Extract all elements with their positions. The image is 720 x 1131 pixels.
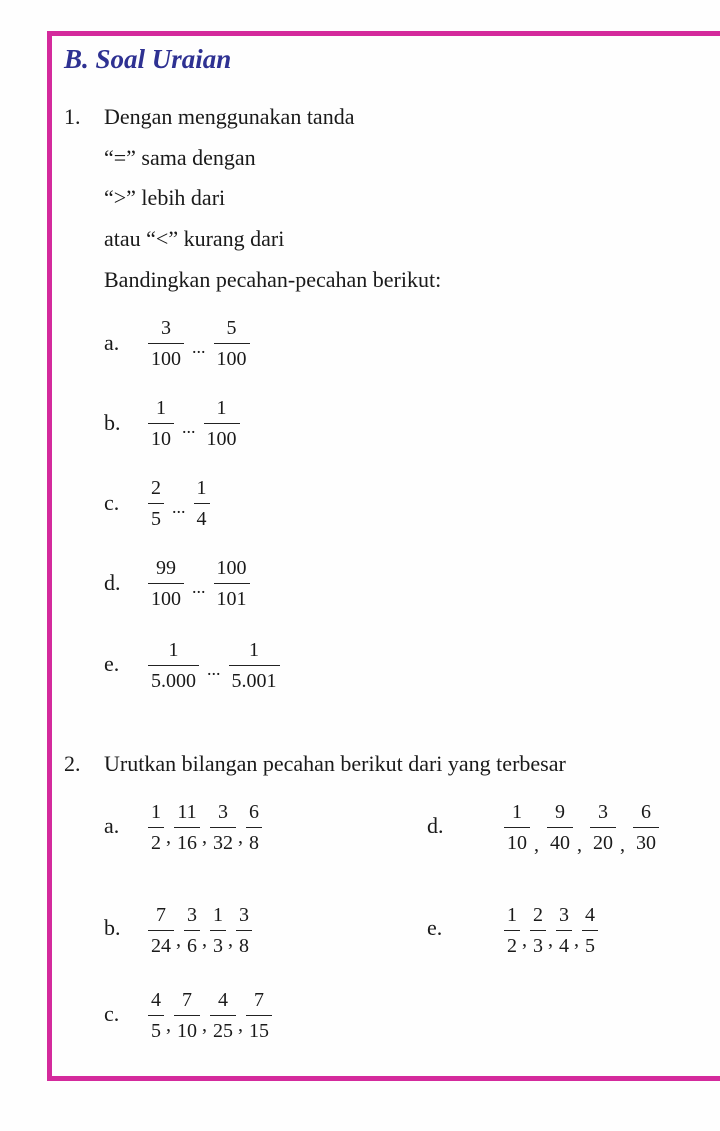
fraction: 4 5 [148,990,164,1041]
fraction: 100 101 [214,558,250,609]
fraction: 1 10 [504,802,530,853]
fraction: 7 24 [148,905,174,956]
q2-item-label: a. [104,813,120,838]
fraction: 1 2 [504,905,520,956]
q1-number: 1. [64,104,81,129]
q1-line-2: “=” sama dengan [104,145,256,170]
q2-number: 2. [64,751,81,776]
q1-line-1: Dengan menggunakan tanda [104,104,355,129]
fraction: 3 6 [184,905,200,956]
q2-item-label: c. [104,1001,120,1026]
fraction: 3 4 [556,905,572,956]
q2-item-e: 1 2 , 2 3 , 3 4 , 4 5 [502,905,600,956]
fraction: 5 100 [214,318,250,369]
q1-item-c: 2 5 ... 1 4 [146,478,212,529]
fraction: 1 5.000 [148,640,199,691]
q1-line-3: “>” lebih dari [104,185,226,210]
fraction: 1 4 [194,478,210,529]
q1-line-5: Bandingkan pecahan-pecahan berikut: [104,267,442,292]
fraction: 4 25 [210,990,236,1041]
fraction: 1 5.001 [229,640,280,691]
fraction: 1 3 [210,905,226,956]
q1-item-e: 1 5.000 ... 1 5.001 [146,640,282,691]
q1-item-d: 99 100 ... 100 101 [146,558,252,609]
q1-item-label: c. [104,490,120,515]
q1-item-label: e. [104,651,120,676]
q2-item-d: 1 10 , 9 40 , 3 20 , 6 30 [502,802,661,853]
q1-item-b: 1 10 ... 1 100 [146,398,242,449]
q1-item-a: 3 100 ... 5 100 [146,318,252,369]
fraction: 3 20 [590,802,616,853]
q2-item-label: d. [427,813,444,838]
q2-item-b: 7 24 , 3 6 , 1 3 , 3 8 [146,905,254,956]
fraction: 3 8 [236,905,252,956]
q1-line-4: atau “<” kurang dari [104,226,285,251]
fraction: 1 10 [148,398,174,449]
section-heading: B. Soal Uraian [64,44,232,74]
fraction: 9 40 [547,802,573,853]
q1-item-label: a. [104,330,120,355]
q2-item-a: 1 2 , 11 16 , 3 32 , 6 8 [146,802,264,853]
fraction: 3 32 [210,802,236,853]
q2-text: Urutkan bilangan pecahan berikut dari yang terbesar [104,751,566,776]
fraction: 4 5 [582,905,598,956]
fraction: 2 3 [530,905,546,956]
fraction: 99 100 [148,558,184,609]
fraction: 7 15 [246,990,272,1041]
q1-item-label: d. [104,570,121,595]
fraction: 7 10 [174,990,200,1041]
fraction: 6 8 [246,802,262,853]
fraction: 2 5 [148,478,164,529]
q2-item-c: 4 5 , 7 10 , 4 25 , 7 15 [146,990,274,1041]
q2-item-label: b. [104,915,121,940]
fraction: 3 100 [148,318,184,369]
fraction: 11 16 [174,802,200,853]
q1-item-label: b. [104,410,121,435]
fraction: 1 100 [204,398,240,449]
fraction: 1 2 [148,802,164,853]
fraction: 6 30 [633,802,659,853]
q2-item-label: e. [427,915,443,940]
